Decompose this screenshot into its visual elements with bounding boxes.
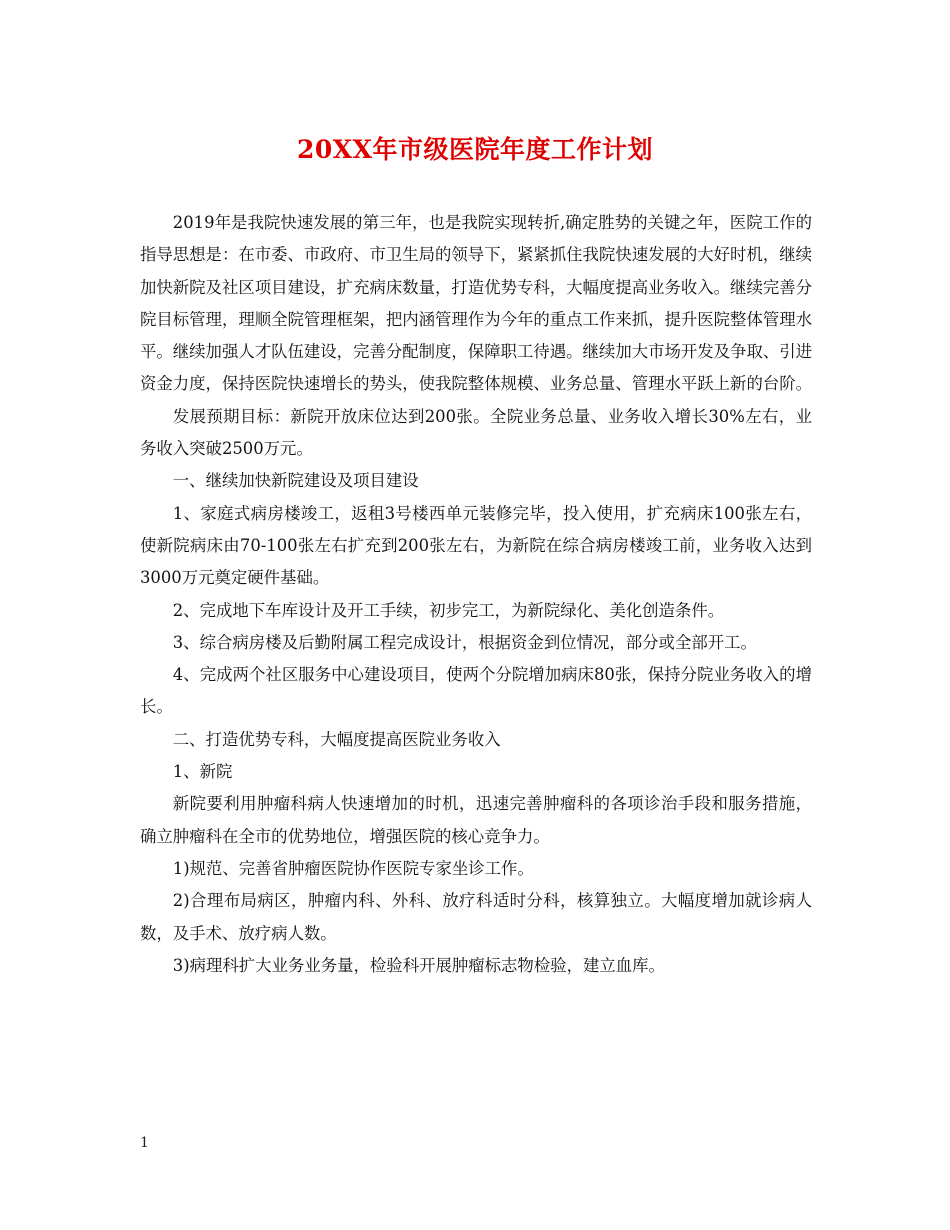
list-item-1-3: 3、综合病房楼及后勤附属工程完成设计，根据资金到位情况，部分或全部开工。 bbox=[172, 632, 757, 652]
paragraph-goals: 发展预期目标：新院开放床位达到200张。全院业务总量、业务收入增长30%左右，业务收入突破2500万元。 bbox=[140, 406, 812, 459]
document-body bbox=[140, 207, 812, 982]
document-title: 20XX年市级医院年度工作计划 bbox=[296, 135, 654, 164]
page-number: 1 bbox=[140, 1135, 149, 1151]
subsection-heading-new-hospital: 1、新院 bbox=[172, 762, 233, 782]
list-item-1-4: 4、完成两个社区服务中心建设项目，使两个分院增加病床80张，保持分院业务收入的增长。 bbox=[140, 665, 812, 717]
paragraph-intro: 2019年是我院快速发展的第三年，也是我院实现转折,确定胜势的关键之年，医院工作的指导思想是：在市委、市政府、市卫生局的领导下，紧紧抓住我院快速发展的大好时机，继续加快新院及社区项目建设，扩充病床数量，打造优势专科，大幅度提高业务收入。继续完善分院目标管理，理顺全院管理框架，把内涵管理作为今年的重点工作来抓，提升医院整体管理水平。继续加强人才队伍建设，完善分配制度，保障职工待遇。继续加大市场开发及争取、引进资金力度，保持医院快速增长的势头，使我院整体规模、业务总量、管理水平跃上新的台阶。 bbox=[140, 213, 813, 394]
paragraph-new-hospital: 新院要利用肿瘤科病人快速增加的时机，迅速完善肿瘤科的各项诊治手段和服务措施，确立肿瘤科在全市的优势地位，增强医院的核心竞争力。 bbox=[140, 794, 812, 846]
list-item-2-3: 3)病理科扩大业务业务量，检验科开展肿瘤标志物检验，建立血库。 bbox=[172, 955, 665, 975]
list-item-2-2: 2)合理布局病区，肿瘤内科、外科、放疗科适时分科，核算独立。大幅度增加就诊病人数，及手术、放疗病人数。 bbox=[140, 891, 812, 943]
list-item-2-1: 1)规范、完善省肿瘤医院协作医院专家坐诊工作。 bbox=[172, 858, 534, 878]
section-heading-1: 一、继续加快新院建设及项目建设 bbox=[172, 471, 419, 491]
list-item-1-2: 2、完成地下车库设计及开工手续，初步完工，为新院绿化、美化创造条件。 bbox=[172, 600, 725, 620]
section-heading-2: 二、打造优势专科，大幅度提高医院业务收入 bbox=[172, 729, 501, 749]
list-item-1-1: 1、家庭式病房楼竣工，返租3号楼西单元装修完毕，投入使用，扩充病床100张左右，使新院病床由70-100张左右扩充到200张左右，为新院在综合病房楼竣工前，业务收入达到3000万元奠定硬件基础。 bbox=[140, 503, 812, 588]
